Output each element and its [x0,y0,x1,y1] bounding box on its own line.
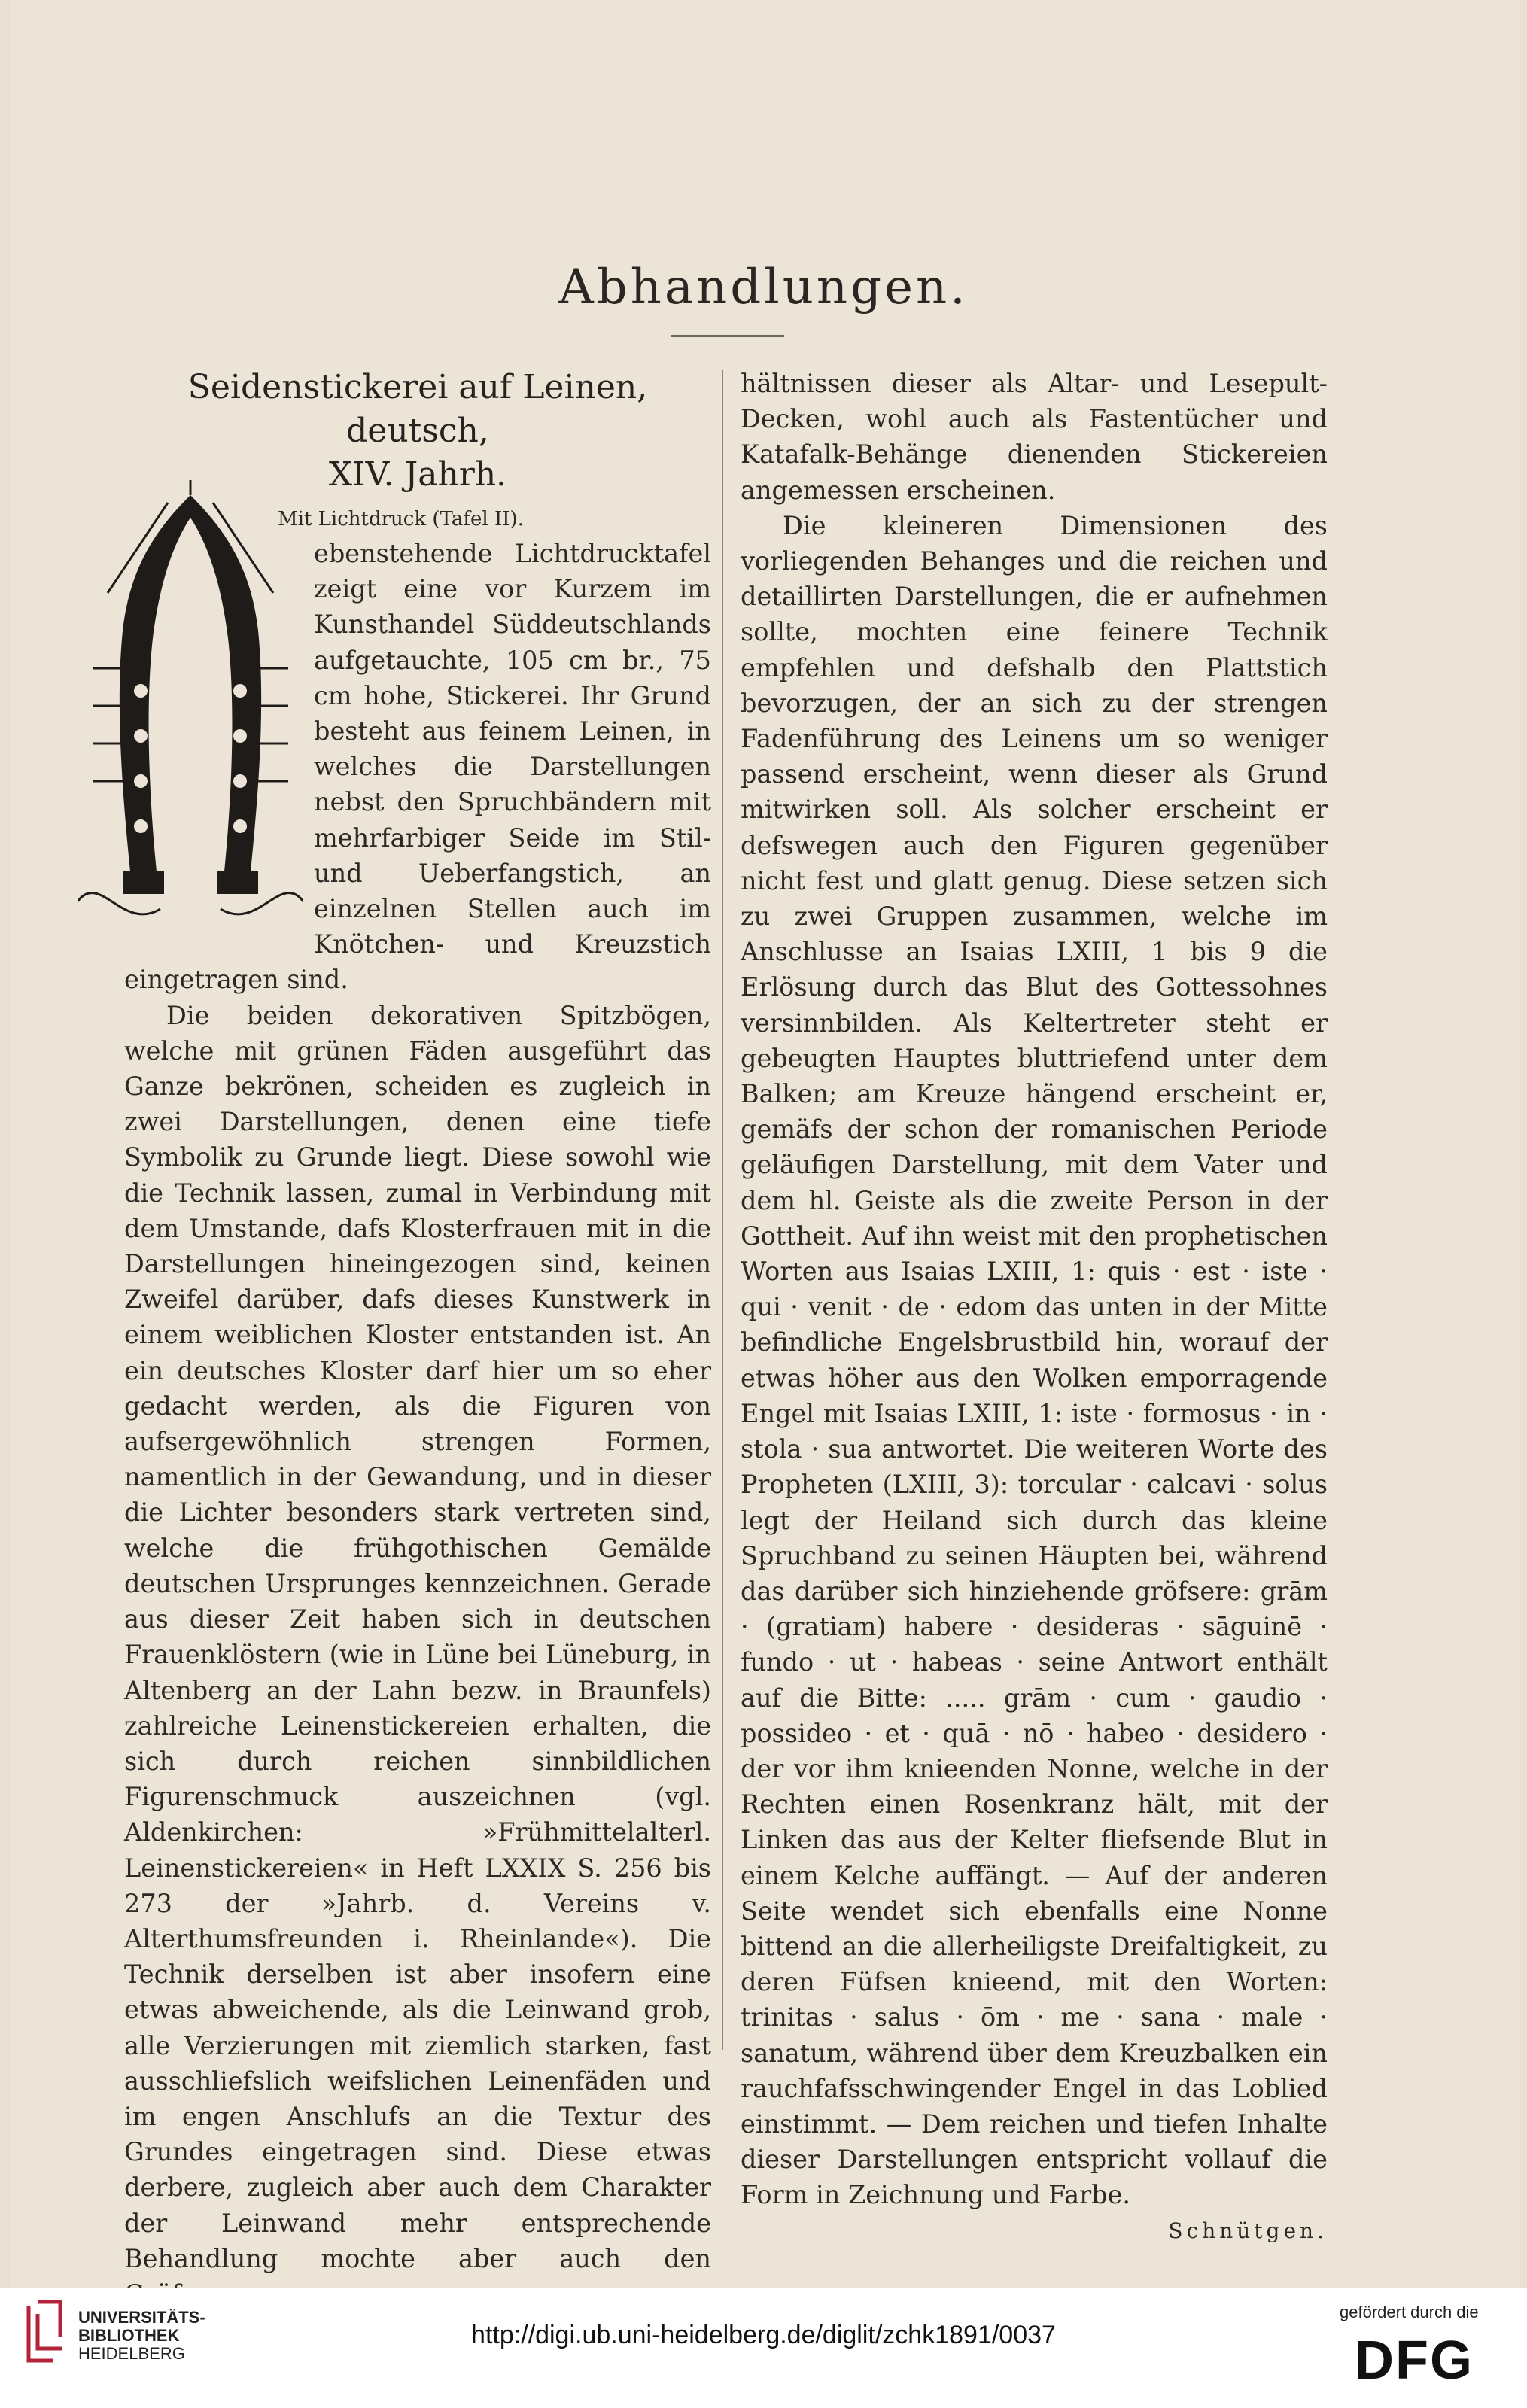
left-column [124,366,711,2312]
permalink-url[interactable]: http://digi.ub.uni-heidelberg.de/diglit/zchk1891/0037 [471,2321,1056,2349]
title-line-2: XIV. Jahrh. [328,455,507,494]
right-column [741,366,1328,2248]
column-divider [722,370,723,2050]
author-signature: Schnütgen. [1168,2218,1328,2243]
title-line-1: Seidenstickerei auf Leinen, deutsch, [187,368,648,450]
library-line-1: UNIVERSITÄTS- [78,2308,205,2327]
article-subtitle: Mit Lichtdruck (Tafel II). [278,508,524,531]
library-line-3: HEIDELBERG [78,2344,185,2363]
dfg-logo: DFG [1355,2330,1474,2391]
article-title [124,366,711,497]
ornamental-initial-icon [78,480,303,936]
paragraph-1: ebenstehende Lichtdrucktafel zeigt eine vor Kurzem im Kunsthandel Süddeutschlands aufgetauchte, 105 cm br., 75 cm hohe, Stickerei. Ihr Grund besteht aus feinem Leinen, in welches die Darstellungen nebst den Spruchbändern mit mehrfarbiger Seide im Stil- und Ueberfangstich, an einzelnen Stellen auch im Knötchen- und Kreuzstich eingetragen sind. [124,539,711,995]
paragraph-2: Die beiden dekorativen Spitzbögen, welche mit grünen Fäden ausgeführt das Ganze bekrönen, scheiden es zugleich in zwei Darstellungen, denen eine tiefe Symbolik zu Grunde liegt. Diese sowohl wie die Technik lassen, zumal in Verbindung mit dem Umstande, dafs Klosterfrauen mit in die Darstellungen hineingezogen sind, keinen Zweifel darüber, dafs dieses Kunstwerk in einem weiblichen Kloster entstanden ist. An ein deutsches Kloster darf hier um so eher gedacht werden, als die Figuren von aufsergewöhnlich strengen Formen, namentlich in der Gewandung, und in dieser die Lichter besonders stark vertreten sind, welche die frühgothischen Gemälde deutschen Ursprunges kennzeichnen. Gerade aus dieser Zeit haben sich in deutschen Frauenklöstern (wie in Lüne bei Lüneburg, in Altenberg an der Lahn bezw. in Braunfels) zahlreiche Leinenstickereien erhalten, die sich durch reichen sinnbildlichen Figurenschmuck auszeichnen (vgl. Aldenkirchen: »Frühmittelalterl. Leinenstickereien« in Heft LXXIX S. 256 bis 273 der »Jahrb. d. Vereins v. Alterthumsfreunden i. Rheinlande«). Die Technik derselben ist aber insofern eine etwas abweichende, als die Leinwand grob, alle Verzierungen mit ziemlich starken, fast ausschliefslich weifslichen Leinenfäden und im engen Anschlufs an die Textur des Grundes eingetragen sind. Diese etwas derbere, zugleich aber auch dem Charakter der Leinwand mehr entsprechende Behandlung mochte aber auch den [124,1000,711,2273]
paragraph-3: hältnissen dieser als Altar- und Lesepult-Decken, wohl auch als Fastentücher und Katafalk-Behänge dienenden Stickereien angemessen erscheinen. [741,369,1328,505]
funding-label: gefördert durch die [1340,2303,1479,2321]
paragraph-4 [741,508,1328,2243]
library-line-2: BIBLIOTHEK [78,2326,180,2345]
paragraph-4-text: Die kleineren Dimensionen des vorliegenden Behanges und die reichen und detaillirten Darstellungen, die er aufnehmen sollte, mochten eine feinere Technik empfehlen und defshalb den Plattstich bevorzugen, der an sich zu der strengen Fadenführung des Leinens um so weniger passend erscheint, wenn dieser als Grund mitwirken soll. Als solcher erscheint er defswegen auch den Figuren gegenüber nicht fest und glatt genug. Diese setzen sich zu zwei Gruppen zusammen, welche im Anschlusse an Isaias LXIII, 1 bis 9 die Erlösung durch das Blut des Gottessohnes versinnbilden. Als Keltertreter steht er gebeugten Hauptes bluttriefend unter dem Balken; am Kreuze hängend erscheint er, gemäfs der schon der romanischen Periode geläufigen Darstellung, mit dem Vater und dem hl. Geiste als die zweite Person in der Gottheit. Auf ihn weist mit den prophetischen Worten aus Isaias LXIII, 1: quis · est · iste · qui · venit · de · edom das unten in der Mitte befindliche Engelsbrustbild hin, worauf der etwas höher aus den Wolken emporragende Engel mit Isaias LXIII, 1: iste · formosus · in · stola · sua antwortet. Die weiteren Worte des Propheten (LXIII, 3): torcular · calcavi · solus legt der Heiland sich durch das kleine Spruchband zu seinen Häupten bei, während das darüber sich hinziehende gröfsere: grām · (gratiam) habere · desideras · sāguinē · fundo · ut · habeas · seine Antwort enthält auf die Bitte: ..... grām · cum · gaudio · possideo · et · quā · nō · habeo · desidero · der vor ihm knieenden Nonne, welche in der Rechten einen Rosenkranz hält, mit der Linken das aus der Kelter fliefsende Blut in einem Kelche auffängt. — Auf der anderen Seite wendet sich ebenfalls eine Nonne bittend an die allerheiligste Dreifaltigkeit, zu deren Füfsen knieend, mit den Worten: trinitas · salus · ōm · me · sana · male · sanatum, während über dem Kreuzbalken ein rauchfafsschwingender Engel in das Loblied einstimmt. — Dem reichen und tiefen Inhalte dieser Darstellungen entspricht vollauf die Form in Zeichnung und Farbe. [741,510,1328,2210]
decorated-initial-n-icon [78,480,303,936]
header-rule [671,335,784,337]
section-header: Abhandlungen. [558,260,969,315]
